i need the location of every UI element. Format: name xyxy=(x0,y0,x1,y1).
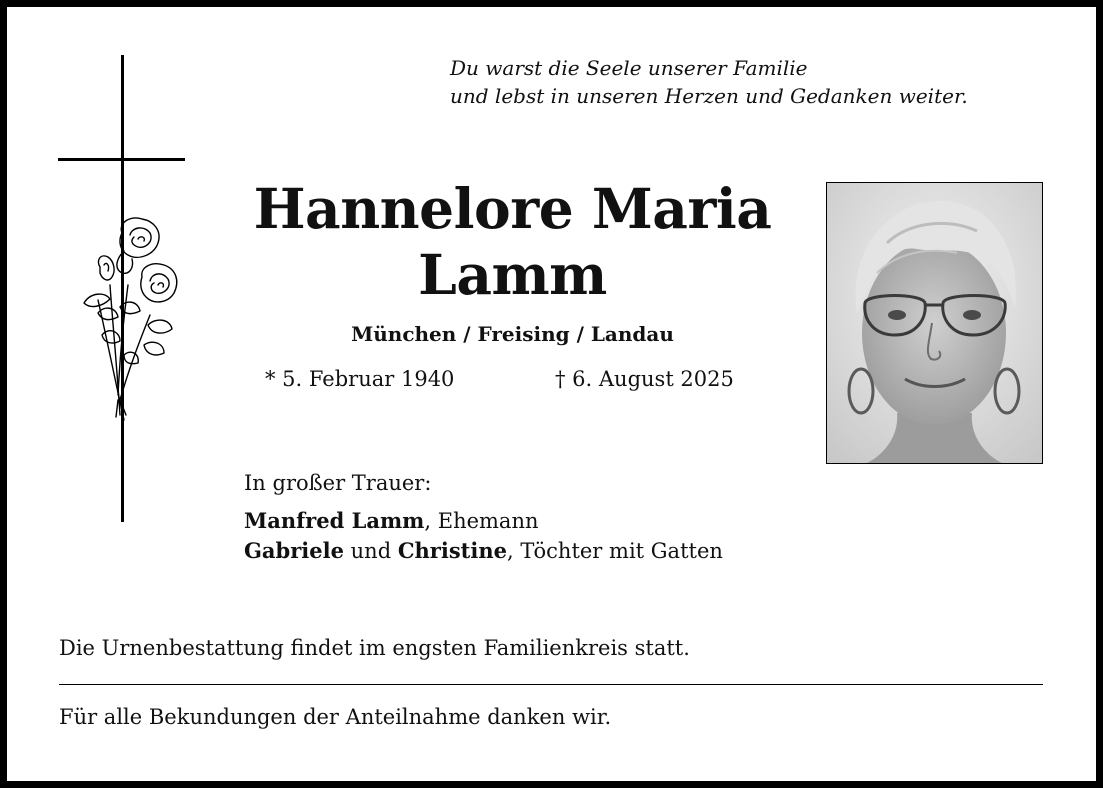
motto xyxy=(450,54,968,110)
portrait-photo xyxy=(826,182,1043,464)
mourner-name-daughter-1: Gabriele xyxy=(244,538,344,563)
death-date: † 6. August 2025 xyxy=(555,367,734,391)
mourners-intro: In großer Trauer: xyxy=(244,471,432,495)
mourner-line-2 xyxy=(244,536,723,566)
deceased-name-line-2: Lamm xyxy=(418,242,607,307)
service-note: Die Urnenbestattung findet im engsten Familienkreis statt. xyxy=(59,636,690,660)
mourner-relation-daughters: , Töchter mit Gatten xyxy=(506,539,723,563)
divider xyxy=(59,684,1043,685)
mourner-name-daughter-2: Christine xyxy=(397,538,507,563)
motto-line-2: und lebst in unseren Herzen und Gedanken weiter. xyxy=(450,84,968,108)
thanks-note: Für alle Bekundungen der Anteilnahme danken wir. xyxy=(59,705,612,729)
birth-date: * 5. Februar 1940 xyxy=(265,367,455,391)
cross-with-roses-icon xyxy=(58,55,188,525)
mourner-conjunction: und xyxy=(343,539,398,563)
places: München / Freising / Landau xyxy=(351,322,674,346)
deceased-name xyxy=(240,176,785,308)
deceased-name-line-1: Hannelore Maria xyxy=(253,176,772,241)
mourner-line-1 xyxy=(244,506,723,536)
mourner-name-husband: Manfred Lamm xyxy=(244,508,425,533)
mourners xyxy=(244,468,723,566)
mourner-relation-husband: , Ehemann xyxy=(424,509,539,533)
motto-line-1: Du warst die Seele unserer Familie xyxy=(450,56,808,80)
